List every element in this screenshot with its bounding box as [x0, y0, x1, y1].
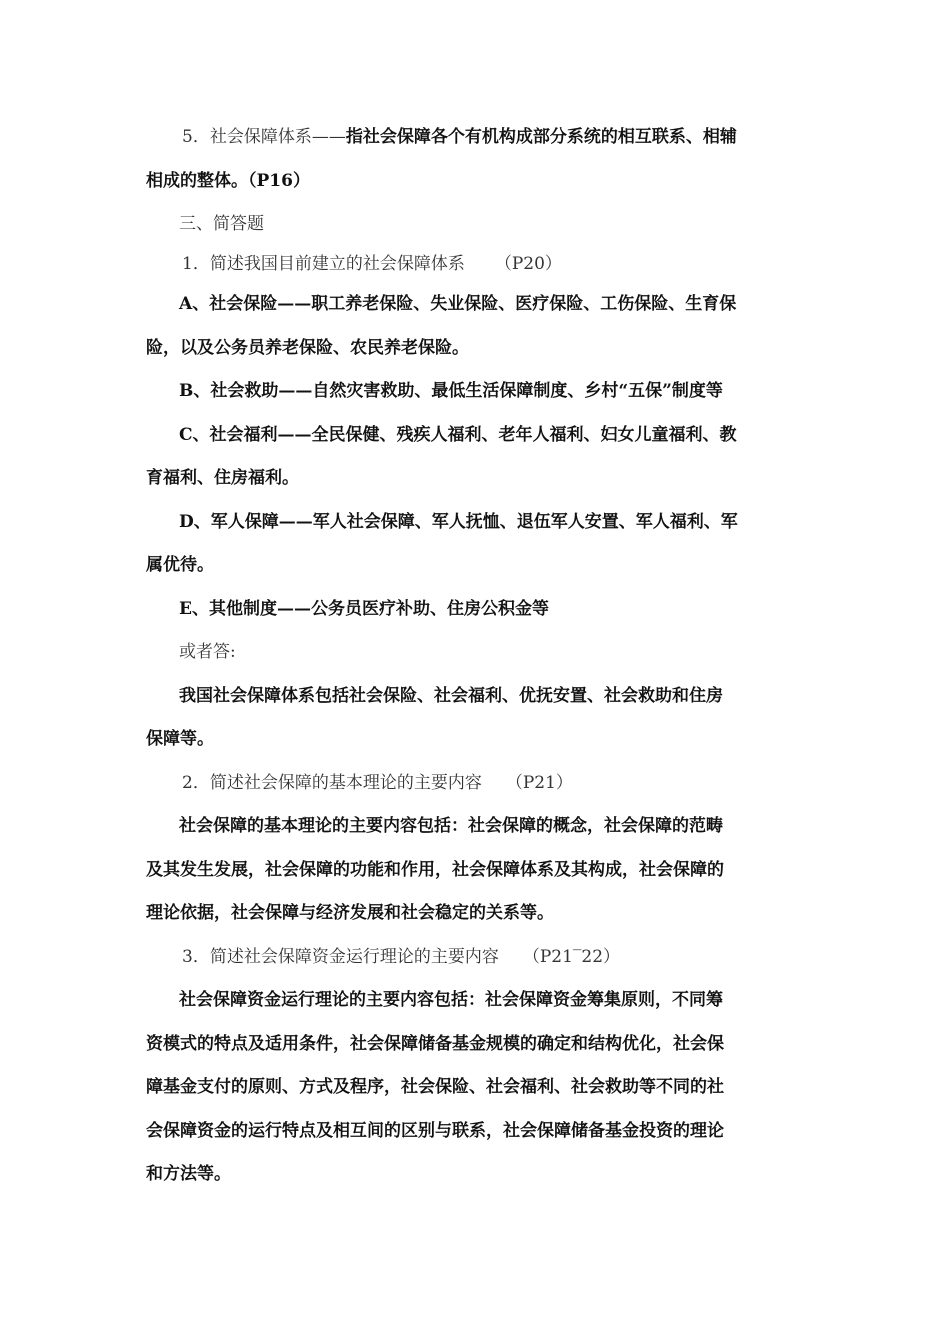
- question-3-ref: （P21‾22）: [522, 946, 621, 967]
- answer-d-cont: 属优待。: [146, 555, 214, 575]
- document-body: [146, 120, 806, 1201]
- answer-d: [146, 505, 806, 549]
- answer-d-label: D、军人保障——: [179, 511, 313, 532]
- answer-a: [146, 287, 806, 331]
- definition-text: 指社会保障各个有机构成部分系统的相互联系、相辅: [345, 127, 737, 147]
- definition-term: 5．社会保障体系——: [182, 127, 346, 147]
- answer-3-line-3: 障基金支付的原则、方式及程序，社会保险、社会福利、社会救助等不同的社: [146, 1077, 724, 1097]
- answer-3-line-1: 社会保障资金运行理论的主要内容包括：社会保障资金筹集原则，不同筹: [179, 990, 723, 1010]
- section-heading: 三、简答题: [179, 214, 264, 234]
- answer-e-label: E、其他制度——: [179, 598, 311, 619]
- question-1: [146, 247, 806, 287]
- answer-c-cont: 育福利、住房福利。: [146, 468, 299, 488]
- answer-e: [146, 592, 806, 636]
- answer-a-label: A、社会保险——: [179, 294, 312, 314]
- answer-d-body: 军人社会保障、军人抚恤、退伍军人安置、军人福利、军: [312, 511, 738, 532]
- answer-3-line-5: 和方法等。: [146, 1164, 231, 1184]
- answer-a-cont: 险，以及公务员养老保险、农民养老保险。: [146, 337, 469, 358]
- question-1-title: 1．简述我国目前建立的社会保障体系: [182, 254, 465, 274]
- definition-line: [146, 120, 806, 164]
- answer-c-label: C、社会福利——: [179, 424, 312, 445]
- question-3-title: 3．简述社会保障资金运行理论的主要内容: [182, 946, 499, 967]
- definition-line-cont: 相成的整体。（P16）: [146, 170, 310, 191]
- answer-e-body: 公务员医疗补助、住房公积金等: [310, 598, 549, 619]
- answer-3-line-2: 资模式的特点及适用条件，社会保障储备基金规模的确定和结构优化，社会保: [146, 1033, 724, 1054]
- answer-2-line-2: 及其发生发展，社会保障的功能和作用，社会保障体系及其构成，社会保障的: [146, 859, 724, 880]
- answer-2-line-3: 理论依据，社会保障与经济发展和社会稳定的关系等。: [146, 903, 554, 923]
- answer-b-body: 自然灾害救助、最低生活保障制度、乡村“五保”制度等: [312, 381, 723, 401]
- question-3: [146, 940, 806, 984]
- or-answer-label: 或者答:: [179, 642, 236, 662]
- alt-answer-line-1: 我国社会保障体系包括社会保险、社会福利、优抚安置、社会救助和住房: [179, 685, 723, 706]
- answer-c: [146, 418, 806, 462]
- alt-answer-line-2: 保障等。: [146, 729, 214, 749]
- answer-b: [146, 374, 806, 418]
- question-2: [146, 766, 806, 810]
- question-2-title: 2．简述社会保障的基本理论的主要内容: [182, 772, 482, 793]
- answer-2-line-1: 社会保障的基本理论的主要内容包括：社会保障的概念，社会保障的范畴: [179, 816, 723, 836]
- answer-c-body: 全民保健、残疾人福利、老年人福利、妇女儿童福利、教: [311, 424, 737, 445]
- answer-a-body: 职工养老保险、失业保险、医疗保险、工伤保险、生育保: [311, 294, 737, 314]
- answer-3-line-4: 会保障资金的运行特点及相互间的区别与联系，社会保障储备基金投资的理论: [146, 1120, 724, 1141]
- answer-b-label: B、社会救助——: [179, 381, 313, 401]
- question-1-ref: （P20）: [494, 254, 562, 274]
- question-2-ref: （P21）: [505, 772, 573, 793]
